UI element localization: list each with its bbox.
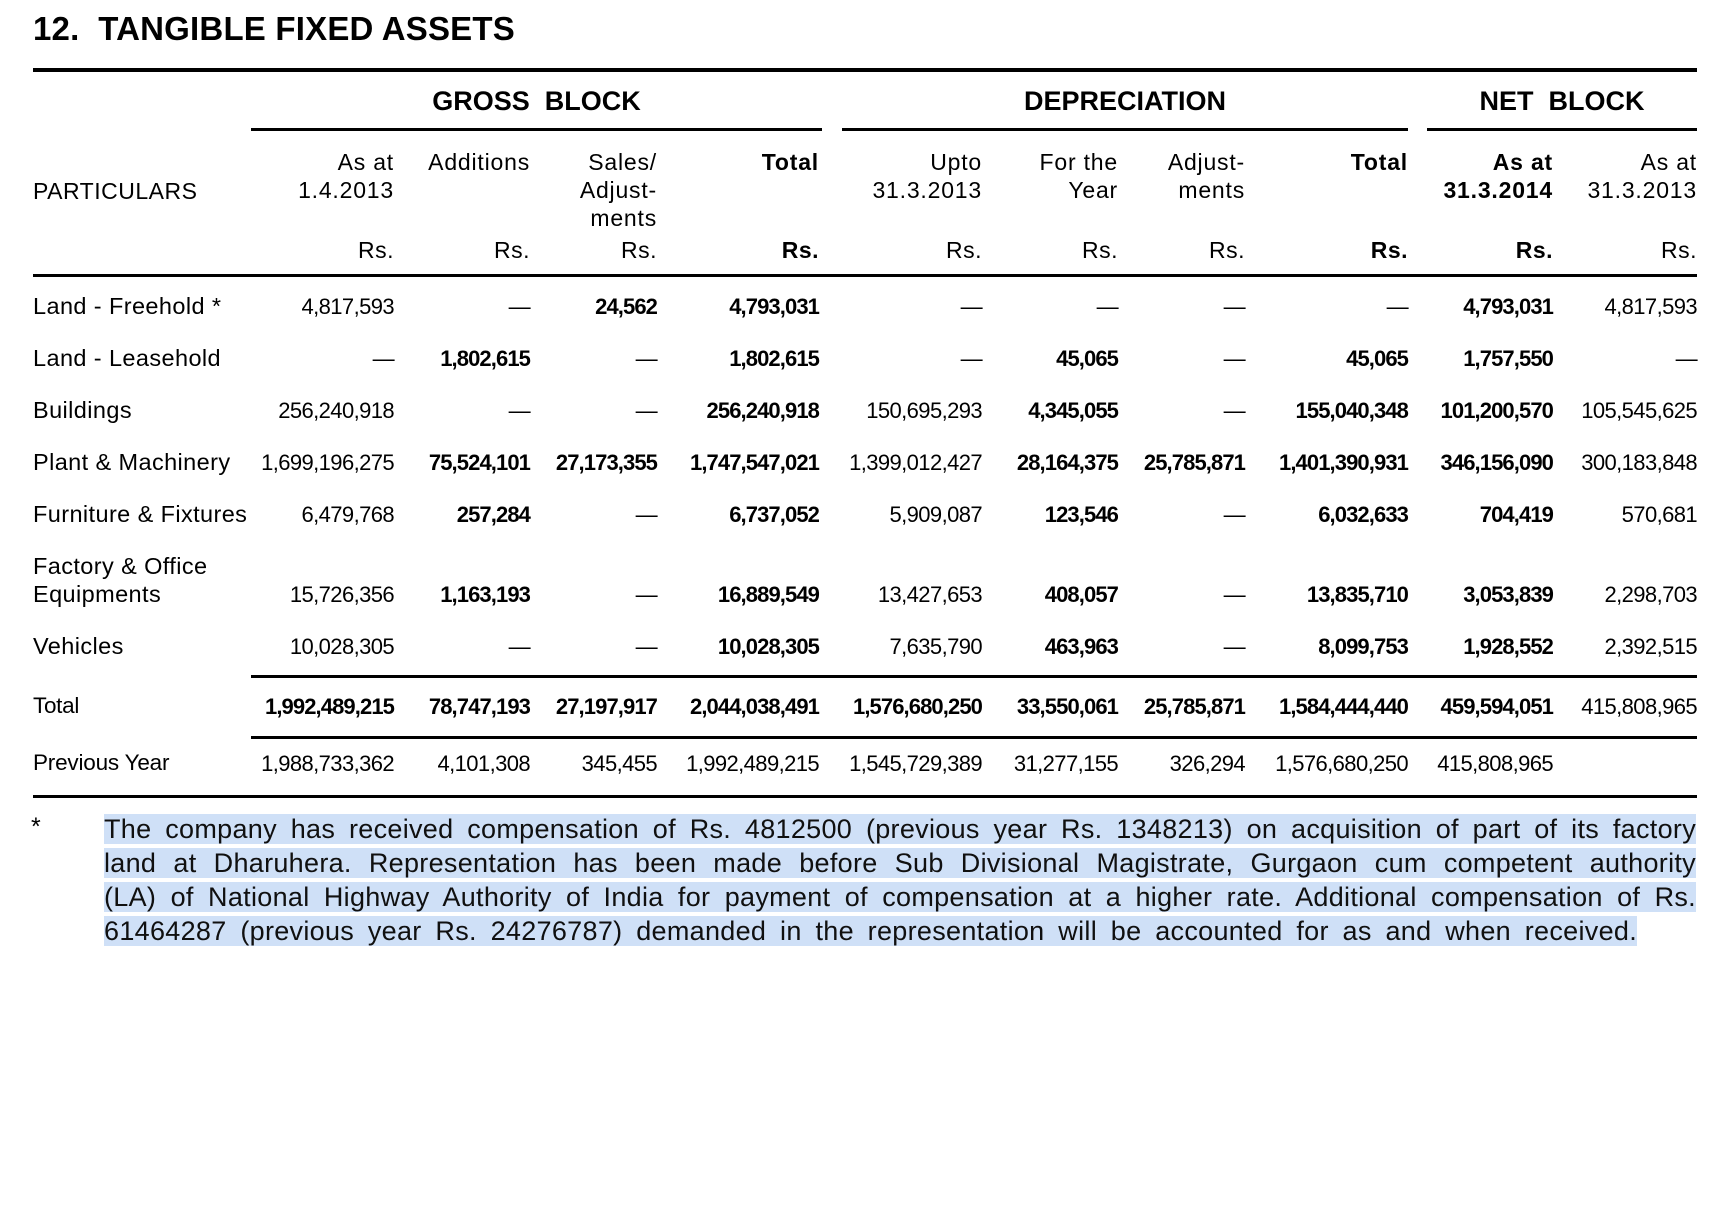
total-row-label: Total xyxy=(33,693,80,718)
unit-label: Rs. xyxy=(1082,237,1118,263)
table-cell: 1,401,390,931 xyxy=(1279,450,1408,475)
table-cell: 1,399,012,427 xyxy=(849,450,982,475)
gross-block-heading: GROSS BLOCK xyxy=(432,86,641,116)
table-cell: 25,785,871 xyxy=(1143,450,1245,475)
column-header: Adjust- ments xyxy=(1167,149,1245,203)
table-cell: 256,240,918 xyxy=(278,398,394,423)
unit-label: Rs. xyxy=(358,237,394,263)
table-cell: 257,284 xyxy=(456,502,530,527)
table-bottom-rule xyxy=(33,795,1697,798)
table-cell: — xyxy=(1386,294,1408,319)
table-cell: 5,909,087 xyxy=(889,502,982,527)
footnote-highlight[interactable]: The company has received compensation of Rs. 4812500 (previous year Rs. 1348213) on acquisition of part of its factory land at Dharuhera. Representation has been made before Sub Divisional Magistrate, Gurgaon cum competent authority (LA) of National Highway Authority of India for payment of compensation at a higher rate. Additional compensation of Rs. 61464287 (previous year Rs. 24276787) demanded in the representation will be accounted for as and when received. xyxy=(104,814,1696,946)
table-cell: 4,793,031 xyxy=(1463,294,1553,319)
unit-label: Rs. xyxy=(1370,237,1408,263)
table-cell: 1,163,193 xyxy=(440,582,530,607)
table-cell: 13,427,653 xyxy=(877,582,982,607)
table-cell: 704,419 xyxy=(1479,502,1553,527)
total-cell: 1,584,444,440 xyxy=(1279,694,1408,719)
table-cell: — xyxy=(1223,346,1245,371)
table-cell: — xyxy=(635,582,657,607)
net-block-underline xyxy=(1427,128,1697,131)
unit-label: Rs. xyxy=(1515,237,1553,263)
table-cell: 1,802,615 xyxy=(440,346,530,371)
previous-year-cell: 1,545,729,389 xyxy=(849,751,982,776)
total-cell: 2,044,038,491 xyxy=(690,694,819,719)
gross-block-underline xyxy=(251,128,822,131)
table-cell: 2,392,515 xyxy=(1604,634,1697,659)
table-cell: — xyxy=(1223,398,1245,423)
table-cell: 45,065 xyxy=(1056,346,1118,371)
unit-label: Rs. xyxy=(621,237,657,263)
column-header: Total xyxy=(1350,149,1408,175)
table-cell: — xyxy=(508,294,530,319)
table-cell: 123,546 xyxy=(1044,502,1118,527)
column-header: Additions xyxy=(428,149,530,175)
row-label: Vehicles xyxy=(33,633,124,659)
table-cell: 15,726,356 xyxy=(289,582,394,607)
table-cell: 16,889,549 xyxy=(717,582,819,607)
previous-year-cell: 345,455 xyxy=(581,751,657,776)
row-label: Furniture & Fixtures xyxy=(33,501,248,527)
page-title: 12. TANGIBLE FIXED ASSETS xyxy=(33,10,515,47)
table-cell: — xyxy=(1223,294,1245,319)
column-header: For the Year xyxy=(1039,149,1118,203)
table-cell: 463,963 xyxy=(1044,634,1118,659)
table-cell: — xyxy=(960,294,982,319)
depreciation-heading: DEPRECIATION xyxy=(1023,86,1226,116)
table-cell: — xyxy=(1223,502,1245,527)
total-top-rule xyxy=(251,675,1697,678)
column-header: As at 31.3.2014 xyxy=(1443,149,1553,203)
table-cell: 6,032,633 xyxy=(1318,502,1408,527)
table-cell: — xyxy=(372,346,394,371)
table-cell: 3,053,839 xyxy=(1463,582,1553,607)
table-cell: — xyxy=(1223,582,1245,607)
row-label: Land - Leasehold xyxy=(33,345,222,371)
table-cell: — xyxy=(635,634,657,659)
particulars-header: PARTICULARS xyxy=(33,178,198,204)
row-label: Plant & Machinery xyxy=(33,449,231,475)
unit-label: Rs. xyxy=(1661,237,1697,263)
previous-year-label: Previous Year xyxy=(33,750,170,775)
table-cell: 1,757,550 xyxy=(1463,346,1553,371)
table-cell: 4,793,031 xyxy=(729,294,819,319)
table-cell: 105,545,625 xyxy=(1581,398,1697,423)
table-top-rule xyxy=(33,68,1697,72)
total-cell: 27,197,917 xyxy=(555,694,657,719)
depreciation-underline xyxy=(842,128,1408,131)
previous-year-cell: 4,101,308 xyxy=(437,751,530,776)
row-label: Buildings xyxy=(33,397,132,423)
table-cell: 28,164,375 xyxy=(1016,450,1118,475)
unit-label: Rs. xyxy=(781,237,819,263)
row-label: Factory & Office Equipments xyxy=(33,553,208,607)
total-cell: 33,550,061 xyxy=(1016,694,1118,719)
table-cell: 1,928,552 xyxy=(1463,634,1553,659)
table-cell: 6,479,768 xyxy=(301,502,394,527)
table-cell: — xyxy=(1096,294,1118,319)
column-header: As at 1.4.2013 xyxy=(298,149,394,203)
table-cell: 4,817,593 xyxy=(1604,294,1697,319)
unit-label: Rs. xyxy=(946,237,982,263)
column-header: As at 31.3.2013 xyxy=(1587,149,1697,203)
row-label: Land - Freehold * xyxy=(33,293,222,319)
table-cell: 346,156,090 xyxy=(1440,450,1553,475)
total-cell: 459,594,051 xyxy=(1440,694,1553,719)
column-header: Sales/ Adjust- ments xyxy=(579,149,657,231)
previous-year-cell: 1,992,489,215 xyxy=(686,751,819,776)
table-cell: 101,200,570 xyxy=(1440,398,1553,423)
footnote-marker: * xyxy=(31,813,41,841)
table-cell: 75,524,101 xyxy=(428,450,530,475)
table-cell: 300,183,848 xyxy=(1581,450,1697,475)
table-cell: 45,065 xyxy=(1346,346,1408,371)
table-cell: 6,737,052 xyxy=(729,502,819,527)
net-block-heading: NET BLOCK xyxy=(1479,86,1645,116)
total-cell: 25,785,871 xyxy=(1143,694,1245,719)
previous-year-cell: 31,277,155 xyxy=(1013,751,1118,776)
table-cell: 1,747,547,021 xyxy=(690,450,819,475)
table-cell: 256,240,918 xyxy=(706,398,819,423)
previous-year-cell: 415,808,965 xyxy=(1437,751,1553,776)
table-cell: 27,173,355 xyxy=(555,450,657,475)
total-cell: 1,992,489,215 xyxy=(265,694,394,719)
previous-year-cell: 1,988,733,362 xyxy=(261,751,394,776)
table-cell: 155,040,348 xyxy=(1295,398,1408,423)
table-cell: 24,562 xyxy=(595,294,657,319)
total-cell: 78,747,193 xyxy=(428,694,530,719)
table-cell: 10,028,305 xyxy=(717,634,819,659)
table-cell: 4,345,055 xyxy=(1028,398,1118,423)
table-cell: 1,699,196,275 xyxy=(261,450,394,475)
table-cell: 8,099,753 xyxy=(1318,634,1408,659)
table-cell: — xyxy=(635,346,657,371)
column-header: Total xyxy=(761,149,819,175)
table-cell: — xyxy=(960,346,982,371)
total-cell: 415,808,965 xyxy=(1581,694,1697,719)
table-cell: 150,695,293 xyxy=(866,398,982,423)
table-cell: — xyxy=(635,502,657,527)
table-cell: 13,835,710 xyxy=(1306,582,1408,607)
previous-year-cell: 1,576,680,250 xyxy=(1275,751,1408,776)
table-cell: — xyxy=(1675,346,1697,371)
table-cell: 570,681 xyxy=(1621,502,1697,527)
column-header: Upto 31.3.2013 xyxy=(872,149,982,203)
table-cell: 2,298,703 xyxy=(1604,582,1697,607)
table-cell: 10,028,305 xyxy=(289,634,394,659)
table-cell: 408,057 xyxy=(1044,582,1118,607)
unit-label: Rs. xyxy=(1209,237,1245,263)
header-bottom-rule xyxy=(33,274,1697,277)
unit-label: Rs. xyxy=(494,237,530,263)
table-cell: 1,802,615 xyxy=(729,346,819,371)
table-cell: — xyxy=(508,634,530,659)
table-cell: 4,817,593 xyxy=(301,294,394,319)
total-cell: 1,576,680,250 xyxy=(853,694,982,719)
previous-year-cell: 326,294 xyxy=(1169,751,1245,776)
footnote-text xyxy=(104,812,1696,948)
table-cell: — xyxy=(635,398,657,423)
table-cell: 7,635,790 xyxy=(889,634,982,659)
table-cell: — xyxy=(1223,634,1245,659)
table-cell: — xyxy=(508,398,530,423)
total-bottom-rule xyxy=(251,736,1697,739)
